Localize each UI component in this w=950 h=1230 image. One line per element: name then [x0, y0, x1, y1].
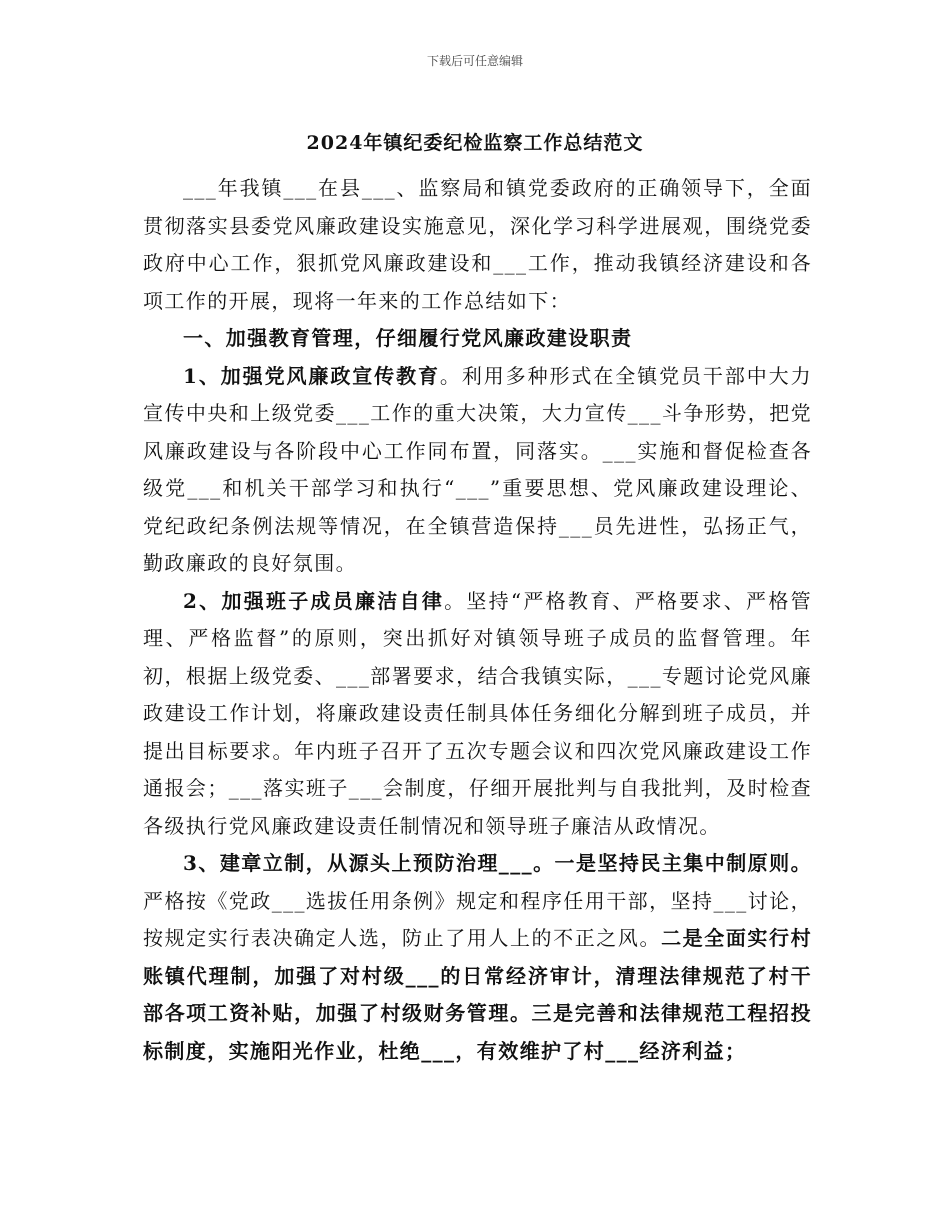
- document-body: [143, 170, 812, 1070]
- section-heading: 一、加强教育管理，仔细履行党风廉政建设职责: [183, 326, 633, 350]
- item-3-paragraph: [143, 845, 812, 1070]
- item-1-paragraph: [143, 358, 812, 583]
- item-2-lead: 2、加强班子成员廉洁自律: [183, 588, 445, 613]
- item-1-lead: 1、加强党风廉政宣传教育: [183, 363, 440, 388]
- item-3-lead: 3、建章立制，从源头上预防治理___。一是坚持民主集中制原则。: [183, 851, 812, 875]
- item-1-body: 。利用多种形式在全镇党员干部中大力宣传中央和上级党委___工作的重大决策，大力宣传___斗争形势，把党风廉政建设与各阶段中心工作同布置，同落实。___实施和督促检查各级党___和机关干部学习和执行“___”重要思想、党风廉政建设理论、党纪政纪条例法规等情况，在全镇营造保持___员先进性，弘扬正气，勤政廉政的良好氛围。: [143, 363, 812, 575]
- item-2-paragraph: [143, 583, 812, 846]
- item-2-body: 。坚持“严格教育、严格要求、严格管理、严格监督”的原则，突出抓好对镇领导班子成员的监督管理。年初，根据上级党委、___部署要求，结合我镇实际，___专题讨论党风廉政建设工作计划，将廉政建设责任制具体任务细化分解到班子成员，并提出目标要求。年内班子召开了五次专题会议和四次党风廉政建设工作通报会；___落实班子___会制度，仔细开展批判与自我批判，及时检查各级执行党风廉政建设责任制情况和领导班子廉洁从政情况。: [143, 588, 812, 838]
- page-header-note: 下载后可任意编辑: [426, 54, 523, 68]
- document-title: 2024年镇纪委纪检监察工作总结范文: [306, 132, 644, 154]
- intro-paragraph: ___年我镇___在县___、监察局和镇党委政府的正确领导下，全面贯彻落实县委党风廉政建设实施意见，深化学习科学进展观，围绕党委政府中心工作，狠抓党风廉政建设和___工作，推动我镇经济建设和各项工作的开展，现将一年来的工作总结如下：: [143, 176, 812, 313]
- item-3-body: 严格按《党政___选拔任用条例》规定和程序任用干部，坚持___讨论，按规定实行表决确定人选，防止了用人上的不正之风。: [143, 888, 812, 950]
- item-3-tail: 二是全面实行村账镇代理制，加强了对村级___的日常经济审计，清理法律规范了村干部各项工资补贴，加强了村级财务管理。三是完善和法律规范工程招投标制度，实施阳光作业，杜绝___，有效维护了村___经济利益；: [143, 926, 812, 1063]
